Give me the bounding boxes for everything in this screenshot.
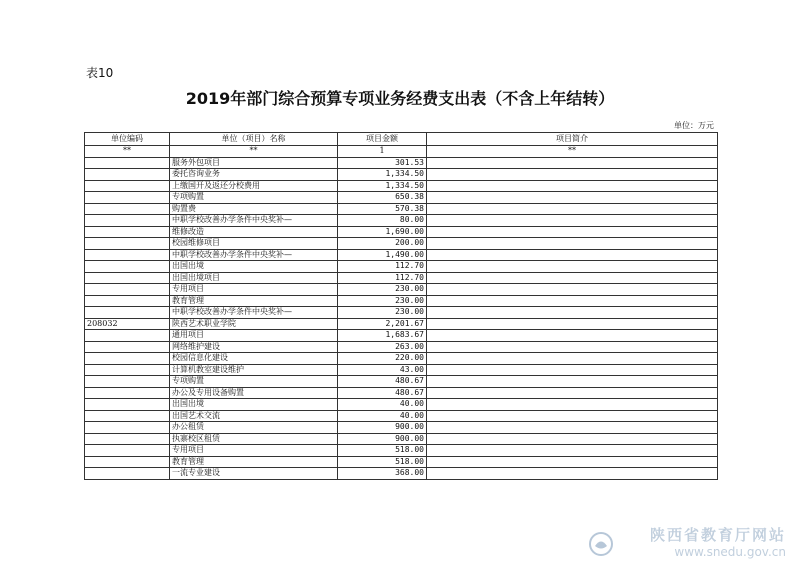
- table-row: [85, 468, 718, 480]
- table-row: [85, 410, 718, 422]
- row-amount-cell: 40.00: [338, 399, 427, 411]
- row-amount-cell: 80.00: [338, 215, 427, 227]
- table-header-row: [85, 133, 718, 146]
- row-amount-cell: 40.00: [338, 410, 427, 422]
- row-name-cell: 一流专业建设: [170, 468, 338, 480]
- column-header-code: 单位编码: [85, 133, 170, 146]
- row-amount-cell: 1,683.67: [338, 330, 427, 342]
- table-row: [85, 364, 718, 376]
- row-amount-cell: 1,334.50: [338, 180, 427, 192]
- row-name-cell: 校园维修项目: [170, 238, 338, 250]
- column-header-name: 单位（项目）名称: [170, 133, 338, 146]
- row-name-cell: 购置费: [170, 203, 338, 215]
- table-row: [85, 330, 718, 342]
- table-row: [85, 353, 718, 365]
- row-description-cell: [427, 307, 718, 319]
- row-name-cell: 通用项目: [170, 330, 338, 342]
- row-name-cell: 委托咨询业务: [170, 169, 338, 181]
- row-name-cell: 办公租赁: [170, 422, 338, 434]
- table-row: [85, 387, 718, 399]
- row-code-cell: [85, 169, 170, 181]
- row-description-cell: [427, 387, 718, 399]
- row-name-cell: 办公及专用设备购置: [170, 387, 338, 399]
- table-row: [85, 169, 718, 181]
- table-row: [85, 341, 718, 353]
- index-cell-code: **: [85, 146, 170, 158]
- row-description-cell: [427, 295, 718, 307]
- row-amount-cell: 301.53: [338, 157, 427, 169]
- row-name-cell: 专项购置: [170, 376, 338, 388]
- table-row: [85, 399, 718, 411]
- row-amount-cell: 368.00: [338, 468, 427, 480]
- row-amount-cell: 480.67: [338, 387, 427, 399]
- table-body: [85, 157, 718, 479]
- unit-label: 单位：万元: [674, 121, 714, 130]
- index-cell-name: **: [170, 146, 338, 158]
- watermark-site-name: 陕西省教育厅网站: [649, 526, 786, 544]
- row-amount-cell: 1,334.50: [338, 169, 427, 181]
- table-row: [85, 157, 718, 169]
- row-description-cell: [427, 341, 718, 353]
- row-name-cell: 执寨校区租赁: [170, 433, 338, 445]
- row-code-cell: [85, 249, 170, 261]
- row-code-cell: [85, 215, 170, 227]
- row-description-cell: [427, 364, 718, 376]
- row-amount-cell: 200.00: [338, 238, 427, 250]
- row-amount-cell: 112.70: [338, 261, 427, 273]
- budget-table: [84, 132, 718, 480]
- row-description-cell: [427, 399, 718, 411]
- row-description-cell: [427, 157, 718, 169]
- row-code-cell: [85, 422, 170, 434]
- row-name-cell: 计算机教室建设维护: [170, 364, 338, 376]
- column-header-amount: 项目金额: [338, 133, 427, 146]
- table-row: [85, 238, 718, 250]
- row-code-cell: [85, 157, 170, 169]
- row-code-cell: [85, 307, 170, 319]
- row-description-cell: [427, 468, 718, 480]
- row-description-cell: [427, 249, 718, 261]
- row-amount-cell: 650.38: [338, 192, 427, 204]
- row-code-cell: [85, 238, 170, 250]
- row-code-cell: [85, 180, 170, 192]
- table-row: [85, 249, 718, 261]
- row-code-cell: 208032: [85, 318, 170, 330]
- row-code-cell: [85, 330, 170, 342]
- table-row: [85, 318, 718, 330]
- index-cell-amount: 1: [338, 146, 427, 158]
- row-code-cell: [85, 203, 170, 215]
- row-name-cell: 中职学校改善办学条件中央奖补—: [170, 215, 338, 227]
- table-number-label: 表10: [86, 66, 114, 80]
- row-code-cell: [85, 376, 170, 388]
- row-description-cell: [427, 261, 718, 273]
- row-code-cell: [85, 226, 170, 238]
- row-code-cell: [85, 295, 170, 307]
- table-index-row: [85, 146, 718, 158]
- row-description-cell: [427, 272, 718, 284]
- watermark-url: www.snedu.gov.cn: [674, 545, 786, 559]
- row-name-cell: 校园信息化建设: [170, 353, 338, 365]
- row-description-cell: [427, 180, 718, 192]
- table-row: [85, 307, 718, 319]
- row-amount-cell: 518.00: [338, 445, 427, 457]
- row-description-cell: [427, 318, 718, 330]
- row-name-cell: 出国艺术交流: [170, 410, 338, 422]
- row-amount-cell: 1,490.00: [338, 249, 427, 261]
- row-name-cell: 服务外包项目: [170, 157, 338, 169]
- row-amount-cell: 230.00: [338, 295, 427, 307]
- watermark: [650, 524, 786, 559]
- row-name-cell: 出国出境: [170, 399, 338, 411]
- table-row: [85, 284, 718, 296]
- row-code-cell: [85, 272, 170, 284]
- row-description-cell: [427, 353, 718, 365]
- row-code-cell: [85, 410, 170, 422]
- row-description-cell: [427, 203, 718, 215]
- row-description-cell: [427, 330, 718, 342]
- row-name-cell: 出国出境项目: [170, 272, 338, 284]
- row-name-cell: 陕西艺术职业学院: [170, 318, 338, 330]
- row-amount-cell: 900.00: [338, 433, 427, 445]
- row-description-cell: [427, 422, 718, 434]
- row-amount-cell: 570.38: [338, 203, 427, 215]
- row-description-cell: [427, 456, 718, 468]
- table-row: [85, 215, 718, 227]
- row-name-cell: 专用项目: [170, 284, 338, 296]
- row-code-cell: [85, 353, 170, 365]
- row-amount-cell: 112.70: [338, 272, 427, 284]
- row-amount-cell: 2,201.67: [338, 318, 427, 330]
- row-name-cell: 上缴国开及返还分校费用: [170, 180, 338, 192]
- row-amount-cell: 1,690.00: [338, 226, 427, 238]
- table-row: [85, 445, 718, 457]
- table-row: [85, 203, 718, 215]
- row-name-cell: 中职学校改善办学条件中央奖补—: [170, 249, 338, 261]
- row-code-cell: [85, 261, 170, 273]
- table-row: [85, 192, 718, 204]
- table-row: [85, 433, 718, 445]
- row-code-cell: [85, 468, 170, 480]
- row-code-cell: [85, 364, 170, 376]
- row-code-cell: [85, 399, 170, 411]
- index-cell-description: **: [427, 146, 718, 158]
- row-amount-cell: 230.00: [338, 284, 427, 296]
- table-row: [85, 295, 718, 307]
- row-name-cell: 专项购置: [170, 192, 338, 204]
- row-code-cell: [85, 445, 170, 457]
- table-row: [85, 226, 718, 238]
- row-amount-cell: 900.00: [338, 422, 427, 434]
- row-name-cell: 维修改造: [170, 226, 338, 238]
- row-name-cell: 教育管理: [170, 295, 338, 307]
- table-row: [85, 272, 718, 284]
- table-row: [85, 180, 718, 192]
- table-row: [85, 456, 718, 468]
- row-description-cell: [427, 192, 718, 204]
- row-description-cell: [427, 226, 718, 238]
- row-code-cell: [85, 284, 170, 296]
- row-code-cell: [85, 456, 170, 468]
- seal-logo-icon: [588, 531, 614, 557]
- document-title: 2019年部门综合预算专项业务经费支出表（不含上年结转）: [185, 89, 615, 108]
- row-amount-cell: 263.00: [338, 341, 427, 353]
- row-amount-cell: 230.00: [338, 307, 427, 319]
- row-name-cell: 网络维护建设: [170, 341, 338, 353]
- row-description-cell: [427, 376, 718, 388]
- row-description-cell: [427, 169, 718, 181]
- table-row: [85, 422, 718, 434]
- row-amount-cell: 518.00: [338, 456, 427, 468]
- column-header-description: 项目简介: [427, 133, 718, 146]
- row-code-cell: [85, 341, 170, 353]
- row-name-cell: 专用项目: [170, 445, 338, 457]
- row-code-cell: [85, 433, 170, 445]
- table-row: [85, 376, 718, 388]
- row-description-cell: [427, 215, 718, 227]
- table-row: [85, 261, 718, 273]
- row-code-cell: [85, 387, 170, 399]
- row-description-cell: [427, 410, 718, 422]
- row-code-cell: [85, 192, 170, 204]
- row-description-cell: [427, 238, 718, 250]
- row-name-cell: 教育管理: [170, 456, 338, 468]
- row-amount-cell: 480.67: [338, 376, 427, 388]
- row-description-cell: [427, 433, 718, 445]
- row-amount-cell: 43.00: [338, 364, 427, 376]
- row-description-cell: [427, 284, 718, 296]
- row-description-cell: [427, 445, 718, 457]
- row-name-cell: 出国出境: [170, 261, 338, 273]
- row-name-cell: 中职学校改善办学条件中央奖补—: [170, 307, 338, 319]
- row-amount-cell: 220.00: [338, 353, 427, 365]
